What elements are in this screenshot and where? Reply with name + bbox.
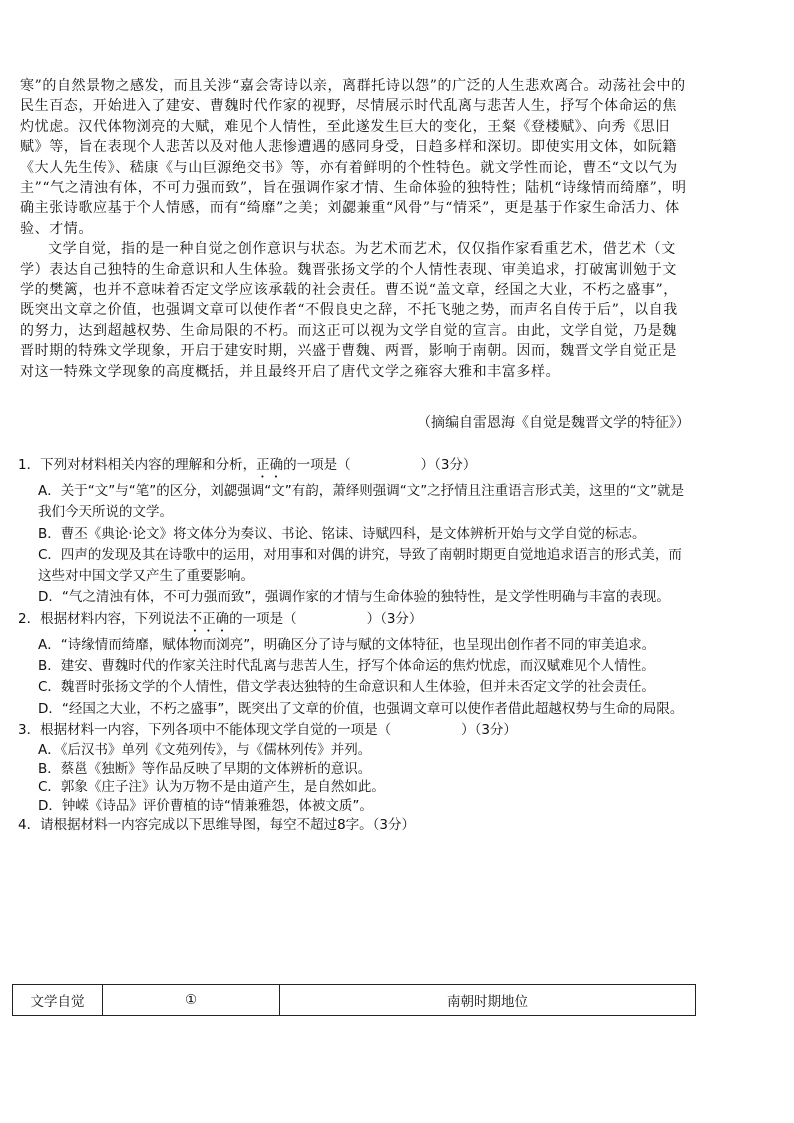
option-b[interactable]: B．蔡邕《独断》等作品反映了早期的文体辨析的意识。 [38,760,372,777]
option-c[interactable]: C．四声的发现及其在诗歌中的运用，对用事和对偶的讲究，导致了南朝时期更自觉地追求语言的形式美，而这些对中国文学又产生了重要影响。 [38,546,682,585]
question-list [18,455,693,837]
reading-passage [20,76,690,382]
question-stem: 4．请根据材料一内容完成以下思维导图，每空不超过8字。（3分） [18,817,416,834]
stem-text: 的一项是（ [229,610,297,627]
option-a[interactable]: A．关于“文”与“笔”的区分，刘勰强调“文”有韵，萧绎则强调“文”之抒情且注重语言形式美，这里的“文”就是我们今天所说的文学。 [38,483,685,521]
option-c[interactable]: C．郭象《庄子注》认为万物不是由道产生，是自然如此。 [38,779,385,796]
question-stem [18,720,693,741]
stem-score: ）（3分） [366,610,423,627]
option-d[interactable]: D．钟嵘《诗品》评价曹植的诗“情兼雅怨，体被文质”。 [38,797,373,814]
stem-emphasis: 不正确 [188,610,230,627]
option-a[interactable]: A．《后汉书》单列《文苑列传》，与《儒林列传》并列。 [38,742,372,759]
stem-score: ）（3分） [420,457,477,473]
stem-text: 的一项是（ [283,457,351,473]
stem-score: ）（3分） [461,721,517,738]
stem-text: 1．下列对材料相关内容的理解和分析， [18,457,257,473]
stem-text: 2．根据材料内容，下列说法 [18,610,189,627]
stem-text: 3．根据材料一内容，下列各项中不能体现文学自觉的一项是（ [18,721,392,738]
option-c[interactable]: C．魏晋时张扬文学的个人情性，借文学表达独特的生命意识和人生体验，但并未否定文学的社会责任。 [38,679,655,696]
option-d[interactable]: D．“气之清浊有体，不可力强而致”，强调作家的才情与生命体验的独特性，是文学性明确与丰富的表现。 [38,589,670,606]
passage-source: （摘编自雷恩海《自觉是魏晋文学的特征》） [417,415,690,431]
question-3 [18,720,693,815]
mind-map-blank-1[interactable]: ① [103,985,280,1016]
mind-map-root: 文学自觉 [13,985,103,1016]
question-1 [18,455,693,609]
passage-paragraph-1: 寒”的自然景物之感发，而且关涉“嘉会寄诗以亲，离群托诗以怨”的广泛的人生悲欢离合。动荡社会中的民生百态，开始进入了建安、曹魏时代作家的视野，尽情展示时代乱离与悲苦人生，抒写个体命运的焦灼忧虑。汉代体物浏亮的大赋，难见个人情性，至此遂发生巨大的变化，王粲《登楼赋》、向秀《思旧赋》等，旨在表现个人悲苦以及对他人悲惨遭遇的感同身受，日趋多样和深切。即使实用文体，如阮籍《大人先生传》、嵇康《与山巨源绝交书》等，亦有着鲜明的个性特色。就文学性而论，曹丕“文以气为主”“气之清浊有体，不可力强而致”，旨在强调作家才情、生命体验的独特性；陆机“诗缘情而绮靡”，明确主张诗歌应基于个人情感，而有“绮靡”之美；刘勰兼重“风骨”与“情采”，更是基于作家生命活力、体验、才情。 [20,78,687,237]
stem-emphasis: 正确 [256,457,284,473]
option-b[interactable]: B．曹丕《典论·论文》将文体分为奏议、书论、铭诔、诗赋四科，是文体辨析开始与文学自觉的标志。 [38,525,646,542]
question-2 [18,609,693,720]
option-b[interactable]: B．建安、曹魏时代的作家关注时代乱离与悲苦人生，抒写个体命运的焦灼忧虑，而汉赋难见个人情性。 [38,658,655,675]
option-a[interactable]: A．“诗缘情而绮靡，赋体物而浏亮”，明确区分了诗与赋的文体特征，也呈现出创作者不同的审美追求。 [38,636,656,653]
mind-map-node: 南朝时期地位 [280,985,696,1016]
question-stem [18,455,693,481]
option-d[interactable]: D．“经国之大业，不朽之盛事”，既突出了文章的价值，也强调文章可以使作者借此超越权势与生命的局限。 [38,700,684,717]
question-stem [18,609,693,635]
passage-paragraph-2: 文学自觉，指的是一种自觉之创作意识与状态。为艺术而艺术，仅仅指作家看重艺术，借艺术（文学）表达自己独特的生命意识和人生体验。魏晋张扬文学的个人情性表现、审美追求，打破寓训勉于文学的樊篱，也并不意味着否定文学应该承载的社会责任。曹丕说“盖文章，经国之大业，不朽之盛事”，既突出文章之价值，也强调文章可以使作者“不假良史之辞，不托飞驰之势，而声名自传于后”，以自我的努力，达到超越权势、生命局限的不朽。而这正可以视为文学自觉的宣言。由此，文学自觉，乃是魏晋时期的特殊文学现象，开启于建安时期，兴盛于曹魏、两晋，影响于南朝。因而，魏晋文学自觉正是对这一特殊文学现象的高度概括，并且最终开启了唐代文学之雍容大雅和丰富多样。 [20,241,678,380]
mind-map-table [12,984,696,1016]
question-4 [18,815,693,836]
